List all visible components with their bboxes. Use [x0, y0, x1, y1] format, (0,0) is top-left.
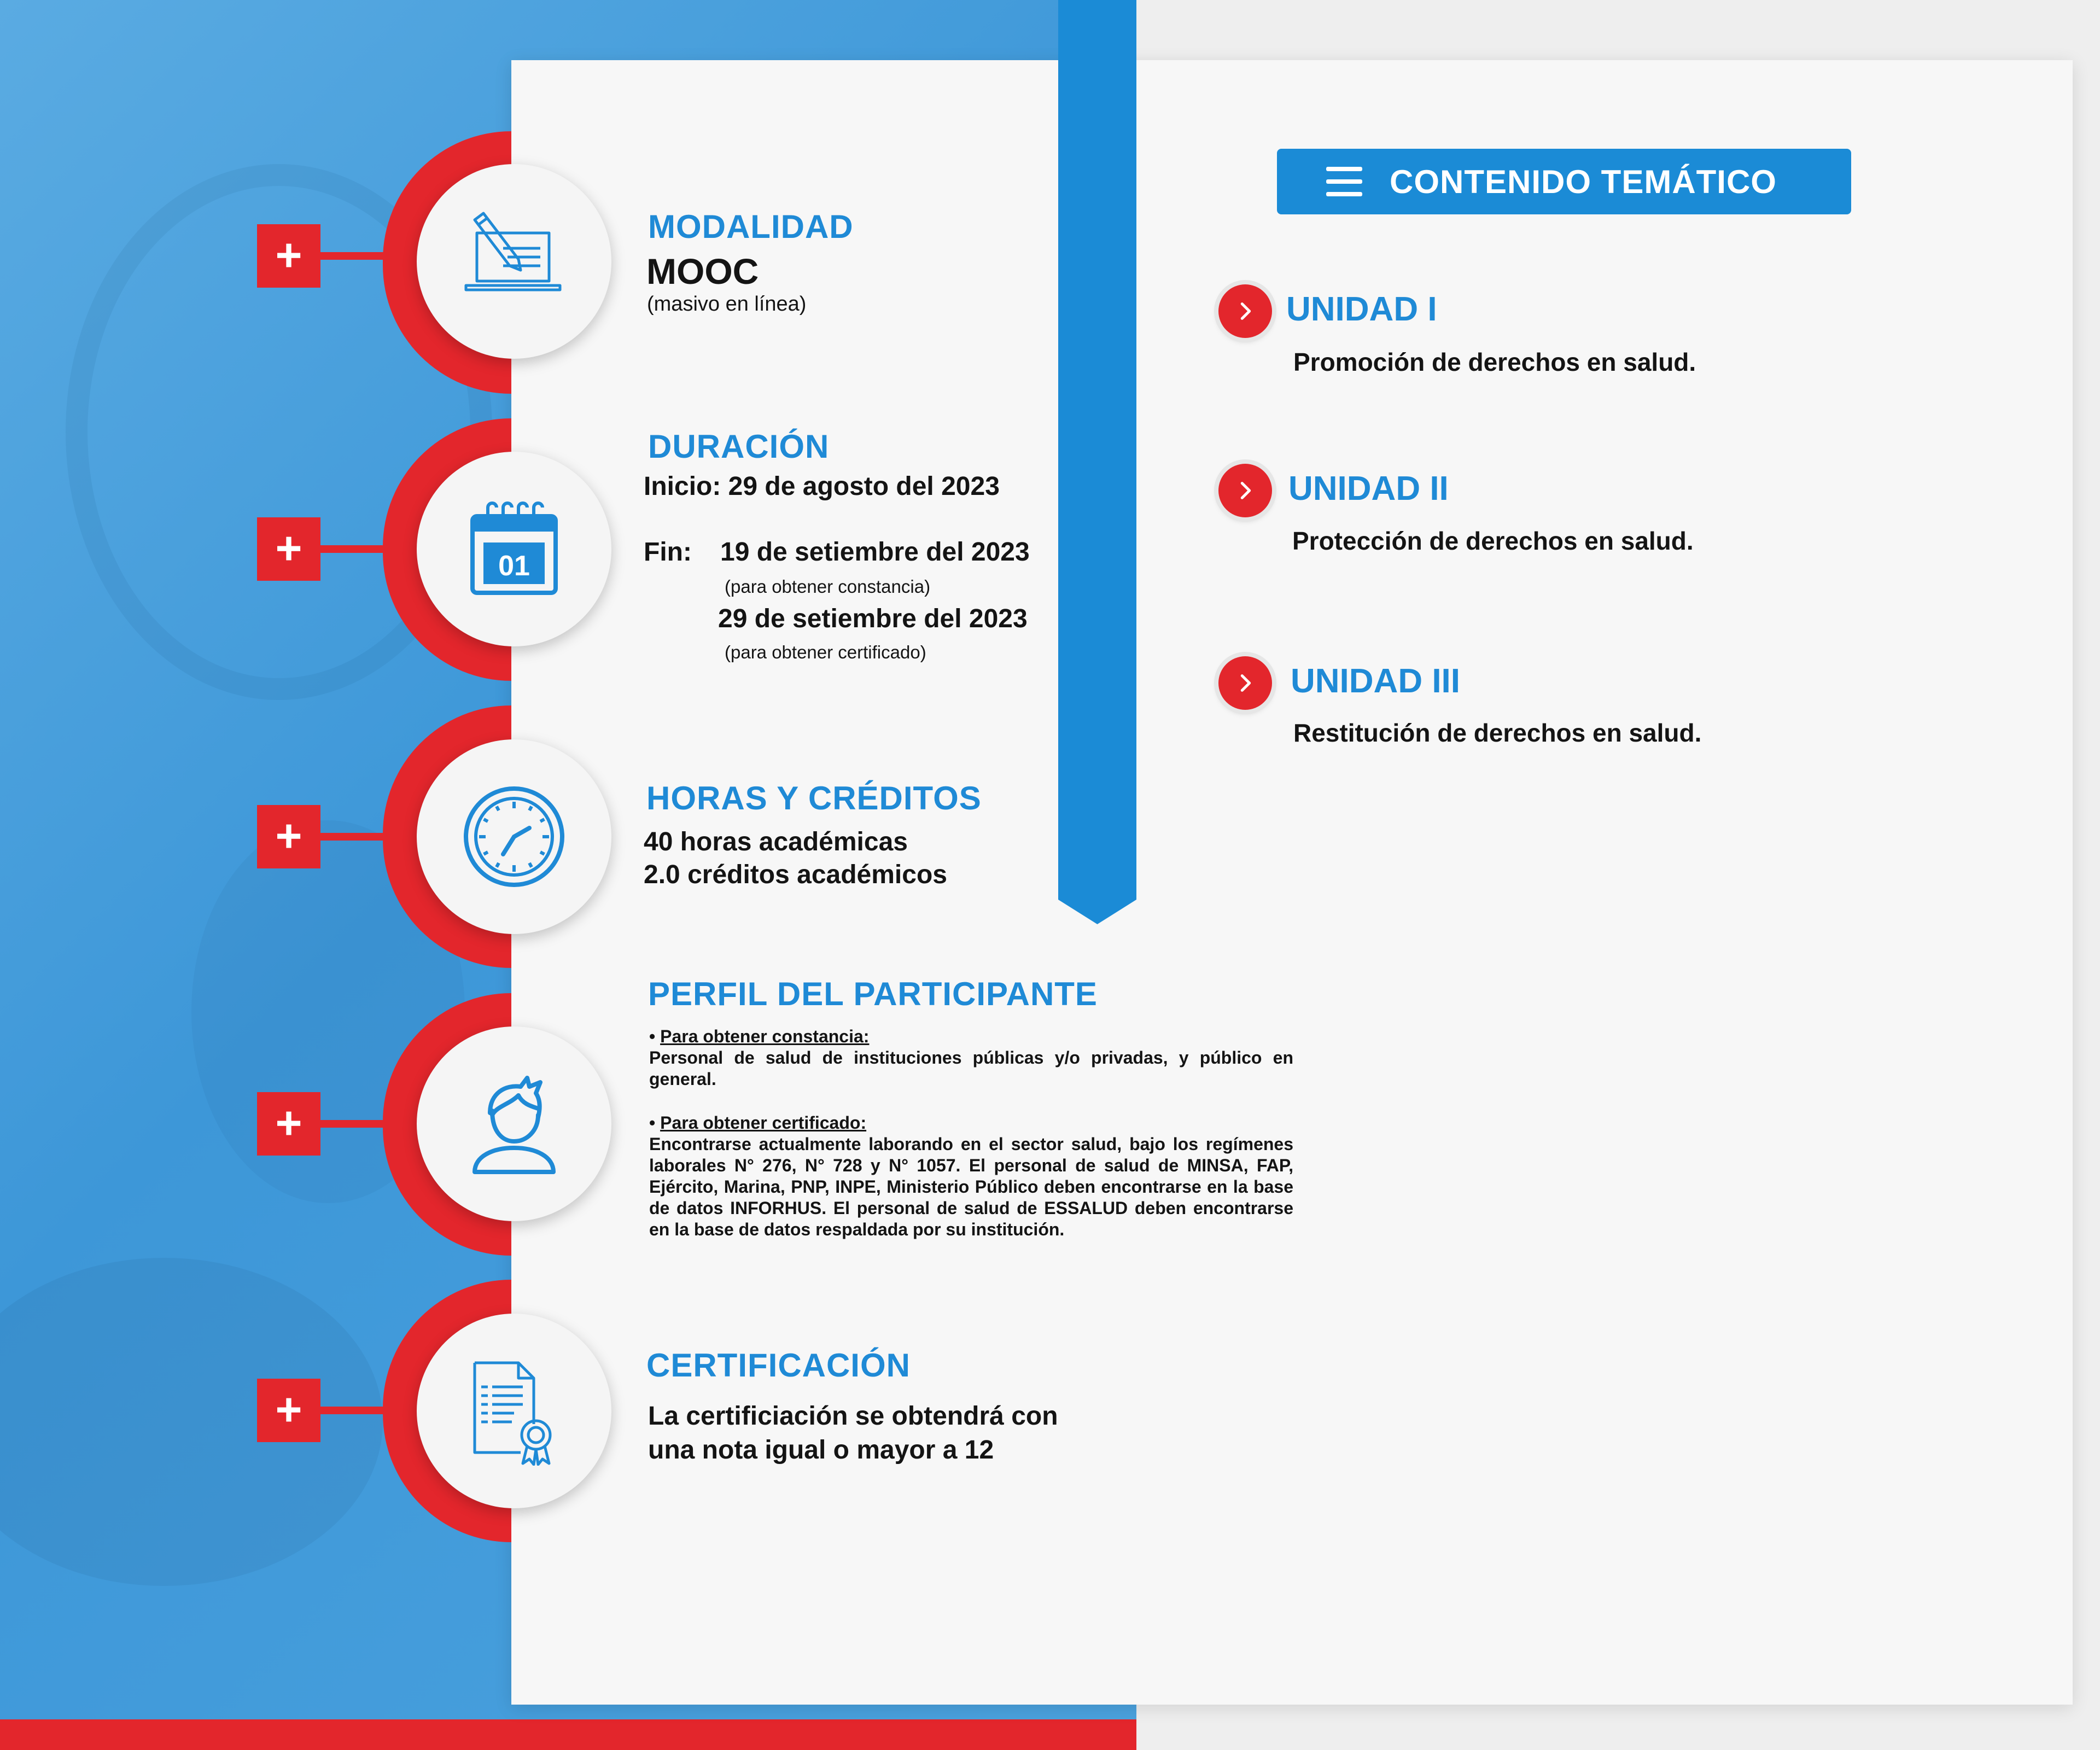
- red-connector: [320, 1120, 391, 1128]
- calendar-day: 01: [498, 550, 530, 582]
- calendar-icon: [459, 494, 569, 604]
- expand-certificacion-button[interactable]: +: [257, 1379, 320, 1442]
- unidad-2-desc: Protección de derechos en salud.: [1292, 527, 1694, 555]
- laptop-pen-icon: [459, 207, 569, 316]
- contenido-tematico-bar[interactable]: [1277, 149, 1851, 214]
- perfil-icon-circle: [417, 1026, 611, 1221]
- perfil-constancia-text: Personal de salud de instituciones públicas y/o privadas, y público en general.: [649, 1048, 1293, 1089]
- bottom-red-strip: [0, 1719, 1136, 1750]
- duracion-fin-certificado: 29 de setiembre del 2023: [718, 604, 1028, 633]
- perfil-constancia: [649, 1026, 1293, 1090]
- expand-horas-button[interactable]: +: [257, 805, 320, 868]
- contenido-tematico-title: CONTENIDO TEMÁTICO: [1390, 163, 1777, 200]
- red-connector: [320, 252, 391, 260]
- chevron-right-icon: [1233, 299, 1258, 324]
- horas-title: HORAS Y CRÉDITOS: [646, 780, 982, 816]
- blue-ribbon: [1058, 0, 1136, 924]
- duracion-icon-circle: [417, 452, 611, 646]
- unidad-3-chevron-button[interactable]: [1218, 656, 1272, 710]
- unidad-1-chevron-button[interactable]: [1218, 284, 1272, 338]
- expand-perfil-button[interactable]: +: [257, 1092, 320, 1156]
- creditos-academicos: 2.0 créditos académicos: [644, 860, 947, 889]
- horas-icon-circle: [417, 739, 611, 934]
- duracion-title: DURACIÓN: [648, 428, 830, 465]
- red-connector: [320, 833, 391, 841]
- red-connector: [320, 1407, 391, 1414]
- unidad-1-desc: Promoción de derechos en salud.: [1293, 348, 1696, 376]
- certificacion-line-2: una nota igual o mayor a 12: [648, 1436, 994, 1465]
- certificacion-title: CERTIFICACIÓN: [646, 1347, 911, 1384]
- certificacion-icon-circle: [417, 1314, 611, 1508]
- duracion-fin-label: Fin:: [644, 538, 692, 567]
- modalidad-value: MOOC: [646, 251, 759, 291]
- menu-icon: [1326, 167, 1362, 196]
- perfil-title: PERFIL DEL PARTICIPANTE: [648, 976, 1098, 1012]
- modalidad-note: (masivo en línea): [647, 293, 807, 316]
- clock-icon: [459, 782, 569, 891]
- duracion-fin-certificado-note: (para obtener certificado): [725, 642, 926, 662]
- perfil-certificado-text: Encontrarse actualmente laborando en el sector salud, bajo los regímenes laborales N° 276, N° 728 y N° 1057. El personal de salud de MINSA, FAP, Ejército, Marina, PNP, INPE, Ministerio Público deben encontrarse en la base de datos INFORHUS. El personal de salud de ESSALUD deben encontrarse en la base de datos respaldada por su institución.: [649, 1134, 1293, 1239]
- unidad-2-title: UNIDAD II: [1288, 470, 1449, 508]
- perfil-constancia-label: Para obtener constancia:: [660, 1026, 870, 1046]
- chevron-right-icon: [1233, 478, 1258, 503]
- expand-duracion-button[interactable]: +: [257, 517, 320, 581]
- modalidad-icon-circle: [417, 164, 611, 359]
- modalidad-title: MODALIDAD: [648, 208, 854, 245]
- bullet: •: [649, 1026, 656, 1046]
- certificacion-line-1: La certificiación se obtendrá con: [648, 1402, 1058, 1431]
- unidad-3-desc: Restitución de derechos en salud.: [1293, 719, 1702, 747]
- perfil-certificado: [649, 1112, 1293, 1240]
- unidad-1-title: UNIDAD I: [1286, 290, 1437, 328]
- duracion-fin-constancia-note: (para obtener constancia): [725, 576, 931, 597]
- duracion-inicio: Inicio: 29 de agosto del 2023: [644, 472, 1000, 501]
- unidad-3-title: UNIDAD III: [1291, 662, 1460, 700]
- person-icon: [459, 1069, 569, 1179]
- bullet: •: [649, 1113, 656, 1133]
- duracion-fin-constancia: 19 de setiembre del 2023: [720, 538, 1030, 567]
- horas-academicas: 40 horas académicas: [644, 827, 908, 856]
- expand-modalidad-button[interactable]: +: [257, 224, 320, 288]
- chevron-right-icon: [1233, 670, 1258, 696]
- red-connector: [320, 545, 391, 553]
- certificate-icon: [459, 1356, 569, 1466]
- unidad-2-chevron-button[interactable]: [1218, 464, 1272, 517]
- perfil-certificado-label: Para obtener certificado:: [660, 1113, 867, 1133]
